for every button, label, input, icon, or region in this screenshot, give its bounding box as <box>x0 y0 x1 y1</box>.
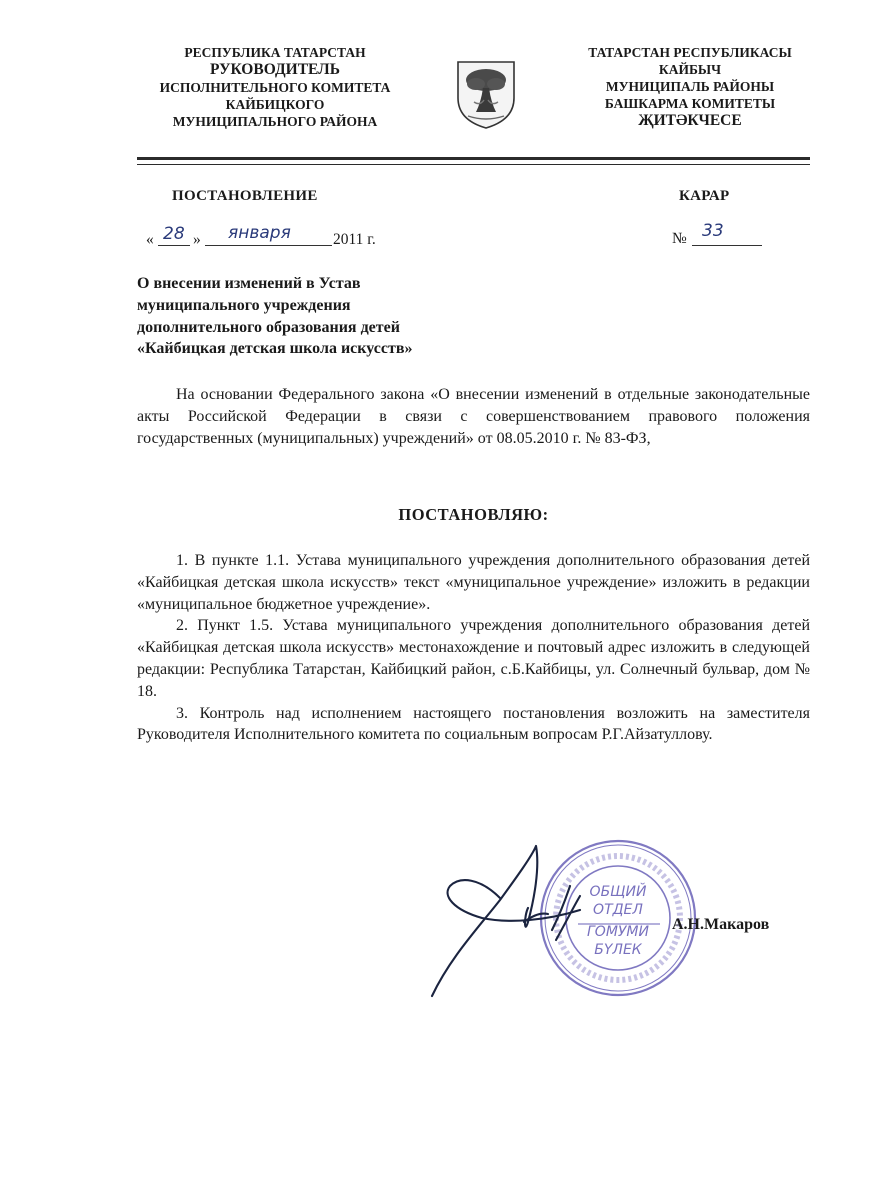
header-left-line: РЕСПУБЛИКА ТАТАРСТАН <box>184 45 366 60</box>
date-day-underline <box>158 245 190 246</box>
header-left-line: ИСПОЛНИТЕЛЬНОГО КОМИТЕТА <box>159 80 391 95</box>
header-right-line: ТАТАРСТАН РЕСПУБЛИКАСЫ <box>588 45 792 60</box>
number-label: № <box>672 230 687 247</box>
date-open-quote: « <box>146 231 154 248</box>
date-close-quote: » <box>193 231 201 248</box>
title-line: муниципального учреждения <box>137 296 351 314</box>
header-left-line: МУНИЦИПАЛЬНОГО РАЙОНА <box>172 114 378 129</box>
header-left-line: РУКОВОДИТЕЛЬ <box>210 61 340 78</box>
header-left <box>150 44 400 130</box>
title-line: дополнительного образования детей <box>137 318 400 336</box>
header-rule-thin <box>137 164 810 165</box>
handwritten-signature <box>420 838 590 1003</box>
header-right-line: МУНИЦИПАЛЬ РАЙОНЫ <box>605 79 775 94</box>
decree-item: 2. Пункт 1.5. Устава муниципального учреждения дополнительного образования детей «Кайбицкая детская школа искусств» местонахождение и почтовый адрес изложить в следующей редакции: Республика Татарстан, Кайбицкий район, с.Б.Кайбицы, ул. Солнечный бульвар, дом № 18. <box>137 617 810 700</box>
preamble-paragraph <box>137 384 810 449</box>
seal-line: ОБЩИЙ <box>589 884 647 900</box>
header-right <box>560 44 820 130</box>
date-month-underline <box>205 245 332 246</box>
date-month: января <box>228 223 291 243</box>
date-day: 28 <box>163 224 185 244</box>
preamble-text: На основании Федерального закона «О внесении изменений в отдельные законодательные акты Российской Федерации в связи с совершенствованием правового положения государственных (муниципальных) учреждений» от 08.05.2010 г. № 83-ФЗ, <box>137 386 810 447</box>
seal-line: БҮЛЕК <box>594 942 642 958</box>
date-year: 2011 г. <box>333 231 376 248</box>
decree-item: 3. Контроль над исполнением настоящего постановления возложить на заместителя Руководителя Исполнительного комитета по социальным вопросам Р.Г.Айзатуллову. <box>137 704 810 744</box>
header-right-line: КАЙБЫЧ <box>658 62 722 77</box>
number-underline <box>692 245 762 246</box>
header-rule-thick <box>137 157 810 160</box>
doc-type-left: ПОСТАНОВЛЕНИЕ <box>172 188 318 204</box>
signer-name: А.Н.Макаров <box>672 916 770 933</box>
decree-items <box>137 550 810 746</box>
header-right-line: БАШКАРМА КОМИТЕТЫ <box>604 96 776 111</box>
doc-type-right: КАРАР <box>679 188 730 204</box>
decree-item: 1. В пункте 1.1. Устава муниципального учреждения дополнительного образования детей «Кайбицкая детская школа искусств» текст «муниципальное учреждение» изложить в редакции «муниципальное бюджетное учреждение». <box>137 552 810 613</box>
seal-line: ОТДЕЛ <box>593 902 643 918</box>
seal-line: ГОМУМИ <box>587 924 649 940</box>
title-line: О внесении изменений в Устав <box>137 275 361 292</box>
title-line: «Кайбицкая детская школа искусств» <box>137 340 413 358</box>
decree-heading: ПОСТАНОВЛЯЮ: <box>398 505 549 524</box>
header-left-line: КАЙБИЦКОГО <box>225 97 325 112</box>
document-title <box>137 273 497 360</box>
header-right-line: ҖИТӘКЧЕСЕ <box>638 112 742 129</box>
number-value: 33 <box>702 221 724 241</box>
coat-of-arms-emblem <box>454 58 518 130</box>
